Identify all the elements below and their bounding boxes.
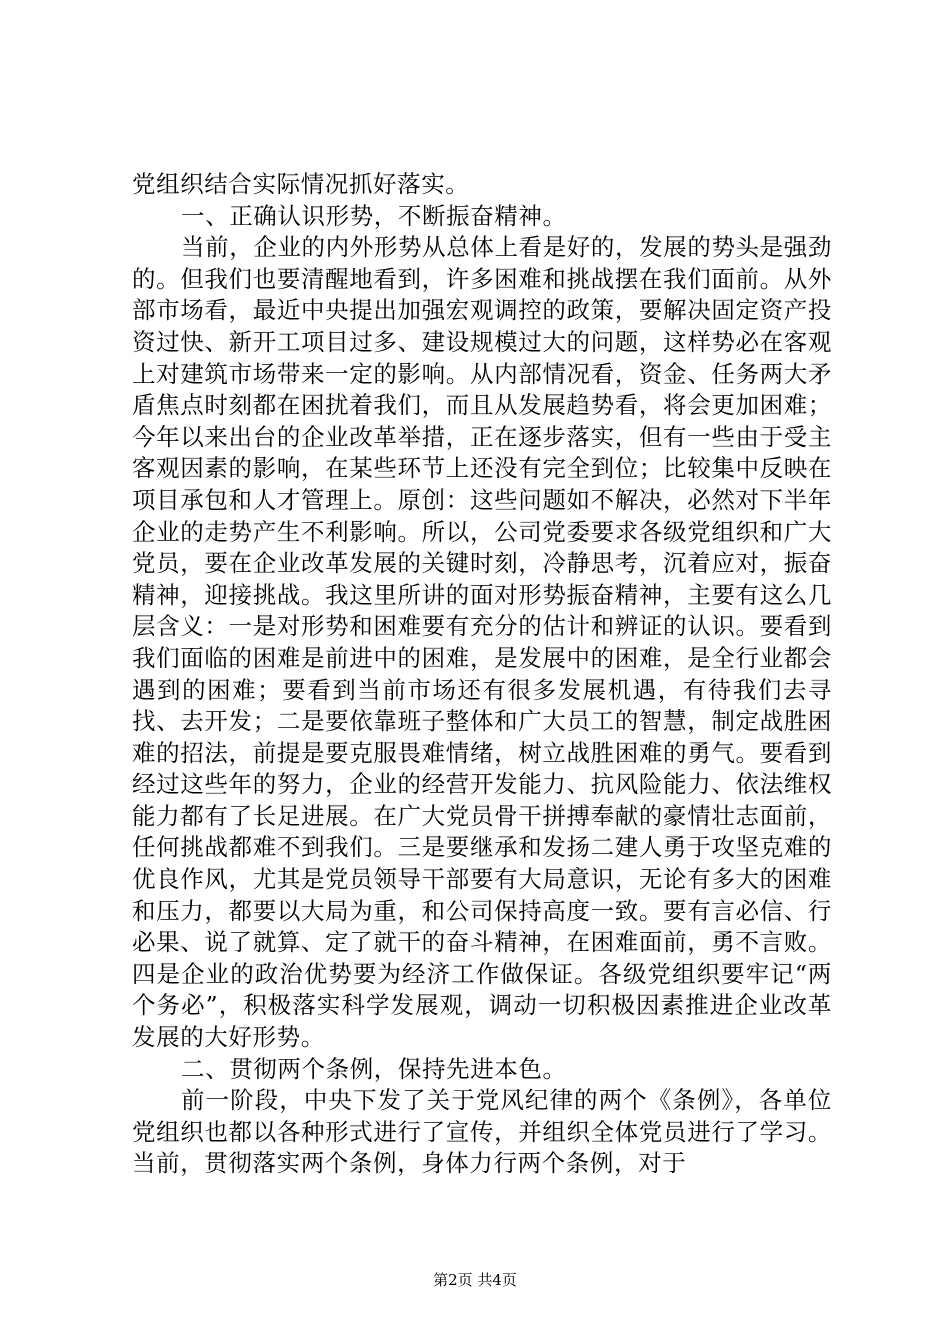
paragraph-intro-end: 党组织结合实际情况抓好落实。 [132, 170, 470, 198]
page-number-footer: 第2页 共4页 [433, 1271, 517, 1289]
section-heading-1: 一、正确认识形势，不断振奋精神。 [181, 201, 567, 230]
document-body [132, 169, 832, 1180]
section-heading-2: 二、贯彻两个条例，保持先进本色。 [181, 1054, 567, 1083]
paragraph-section-2: 前一阶段，中央下发了关于党风纪律的两个《条例》，各单位党组织也都以各种形式进行了宣传，并组织全体党员进行了学习。当前，贯彻落实两个条例，身体力行两个条例，对于 [132, 1086, 832, 1178]
paragraph-section-1: 当前，企业的内外形势从总体上看是好的，发展的势头是强劲的。但我们也要清醒地看到，许多困难和挑战摆在我们面前。从外部市场看，最近中央提出加强宏观调控的政策，要解决固定资产投资过快、新开工项目过多、建设规模过大的问题，这样势必在客观上对建筑市场带来一定的影响。从内部情况看，资金、任务两大矛盾焦点时刻都在困扰着我们，而且从发展趋势看，将会更加困难；今年以来出台的企业改革举措，正在逐步落实，但有一些由于受主客观因素的影响，在某些环节上还没有完全到位；比较集中反映在项目承包和人才管理上。原创：这些问题如不解决，必然对下半年企业的走势产生不利影响。所以，公司党委要求各级党组织和广大党员，要在企业改革发展的关键时刻，冷静思考，沉着应对，振奋精神，迎接挑战。我这里所讲的面对形势振奋精神，主要有这么几层含义：一是对形势和困难要有充分的估计和辨证的认识。要看到我们面临的困难是前进中的困难，是发展中的困难，是全行业都会遇到的困难；要看到当前市场还有很多发展机遇，有待我们去寻找、去开发；二是要依靠班子整体和广大员工的智慧，制定战胜困难的招法，前提是要克服畏难情绪，树立战胜困难的勇气。要看到经过这些年的努力，企业的经营开发能力、抗风险能力、依法维权能力都有了长足进展。在广大党员骨干拼搏奉献的豪情壮志面前，任何挑战都难不到我们。三是要继承和发扬二建人勇于攻坚克难的优良作风，尤其是党员领导干部要有大局意识，无论有多大的困难和压力，都要以大局为重，和公司保持高度一致。要有言必信、行必果、说了就算、定了就干的奋斗精神，在困难面前，勇不言败。四是企业的政治优势要为经济工作做保证。各级党组织要牢记“两个务必”，积极落实科学发展观，调动一切积极因素推进企业改革发展的大好形势。 [132, 233, 832, 1052]
